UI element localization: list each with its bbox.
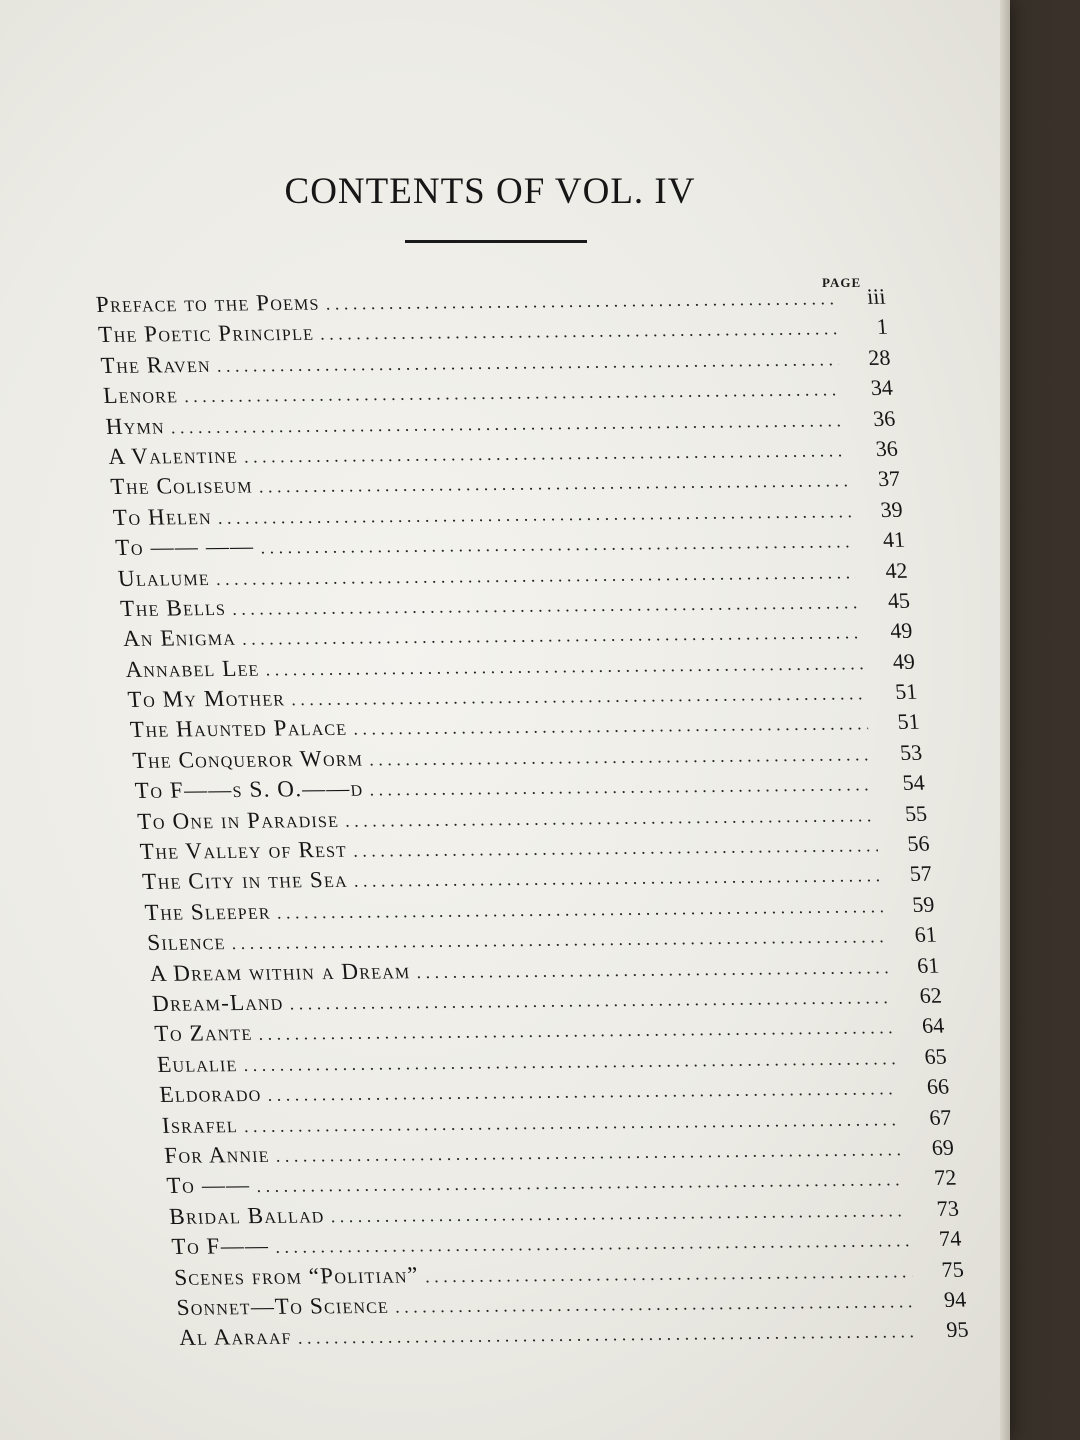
toc-entry-title: The Poetic Principle xyxy=(97,320,315,348)
dot-leader xyxy=(424,1261,913,1287)
toc-entry-page-number: 37 xyxy=(877,466,902,492)
dot-leader xyxy=(353,866,881,893)
dot-leader xyxy=(243,440,847,467)
toc-entry-title: The Bells xyxy=(119,594,227,621)
toc-entry-page-number: 66 xyxy=(925,1073,950,1100)
dot-leader xyxy=(289,987,891,1014)
toc-entry-title: The Valley of Rest xyxy=(138,836,348,864)
dot-leader xyxy=(368,774,873,800)
toc-entry-title: Preface to the Poems xyxy=(95,289,321,317)
dot-leader xyxy=(344,805,876,832)
toc-entry-page-number: 49 xyxy=(891,648,916,674)
toc-entry-title: Bridal Ballad xyxy=(168,1202,326,1229)
toc-entry-title: To Helen xyxy=(112,503,213,530)
toc-entry-page-number: 73 xyxy=(935,1195,960,1221)
toc-entry-page-number: 74 xyxy=(938,1225,963,1252)
toc-entry-page-number: 56 xyxy=(906,830,931,856)
toc-entry-title: For Annie xyxy=(163,1141,271,1168)
dot-leader xyxy=(243,1048,896,1076)
toc-entry-title: Ulalume xyxy=(116,564,211,591)
toc-entry-page-number: 54 xyxy=(901,769,926,796)
toc-entry-title: To Zante xyxy=(153,1020,254,1047)
dot-leader xyxy=(297,1321,918,1348)
toc-entry-page-number: 57 xyxy=(908,861,933,887)
toc-entry-page-number: 61 xyxy=(916,952,941,978)
toc-entry-page-number: 55 xyxy=(903,800,928,826)
toc-entry-page-number: 64 xyxy=(921,1013,946,1039)
toc-entry-title: The City in the Sea xyxy=(141,867,349,895)
toc-entry-title: The Coliseum xyxy=(109,472,254,500)
dot-leader xyxy=(352,714,868,740)
dot-leader xyxy=(258,471,849,498)
dot-leader xyxy=(231,926,886,954)
dot-leader xyxy=(267,1078,898,1106)
toc-entry-title: To F——s S. O.——d xyxy=(134,775,365,804)
dot-leader xyxy=(241,623,861,650)
toc-entry-title: The Sleeper xyxy=(143,898,272,925)
toc-entry-page-number: 51 xyxy=(896,709,921,735)
toc-entry-page-number: 36 xyxy=(872,405,897,431)
toc-entry-title: Eldorado xyxy=(158,1081,263,1108)
toc-entry-title: To One in Paradise xyxy=(136,806,340,834)
toc-entry-page-number: 45 xyxy=(886,587,911,613)
toc-entry-page-number: 67 xyxy=(928,1104,953,1130)
toc-entry-page-number: 69 xyxy=(930,1134,955,1160)
page-edge xyxy=(1000,0,1010,1440)
toc-entry-title: Dream-Land xyxy=(151,989,285,1016)
toc-entry-title: A Valentine xyxy=(107,442,239,469)
dot-leader xyxy=(216,349,840,377)
toc-entry-page-number: 62 xyxy=(918,982,943,1008)
toc-entry-page-number: 61 xyxy=(913,921,938,948)
toc-entry-page-number: 72 xyxy=(933,1165,958,1191)
toc-entry-page-number: 36 xyxy=(874,435,899,461)
dot-leader xyxy=(276,896,883,923)
toc-entry-title: Eulalie xyxy=(156,1050,239,1077)
toc-entry-title: Hymn xyxy=(104,412,166,439)
title-rule xyxy=(405,240,587,243)
toc-entry-title: To —— xyxy=(165,1172,252,1199)
dot-leader xyxy=(352,835,878,861)
toc-entry-title: The Conqueror Worm xyxy=(131,745,364,773)
toc-entry-title: Al Aaraaf xyxy=(178,1324,293,1351)
toc-entry-title: Sonnet—To Science xyxy=(175,1292,390,1320)
toc-entry-page-number: 95 xyxy=(945,1316,970,1343)
dot-leader xyxy=(258,1018,894,1046)
toc-entry-title: To F—— xyxy=(170,1233,271,1260)
toc-entry-title: Annabel Lee xyxy=(124,655,261,682)
dot-leader xyxy=(217,501,852,529)
table-of-contents xyxy=(95,284,970,1356)
dot-leader xyxy=(170,410,844,438)
dot-leader xyxy=(183,379,842,407)
dot-leader xyxy=(275,1139,903,1167)
dot-leader xyxy=(330,1200,908,1227)
toc-entry-title: A Dream within a Dream xyxy=(148,957,412,986)
dot-leader xyxy=(274,1230,910,1258)
toc-entry-page-number: 51 xyxy=(894,678,919,705)
toc-entry-page-number: 1 xyxy=(875,314,889,340)
toc-entry-title: An Enigma xyxy=(121,625,237,652)
toc-entry-page-number: iii xyxy=(866,283,887,309)
dot-leader xyxy=(255,1170,905,1198)
toc-entry-page-number: 41 xyxy=(881,526,906,553)
dot-leader xyxy=(215,562,857,590)
dot-leader xyxy=(368,744,871,770)
toc-entry-page-number: 49 xyxy=(889,618,914,644)
dot-leader xyxy=(231,592,859,620)
toc-entry-title: The Raven xyxy=(99,351,212,378)
toc-entry-title: Silence xyxy=(146,929,227,956)
toc-entry-title: To —— —— xyxy=(114,533,256,561)
dot-leader xyxy=(290,683,866,710)
dot-leader xyxy=(325,288,835,314)
toc-entry-page-number: 34 xyxy=(869,374,894,401)
toc-entry-title: To My Mother xyxy=(126,685,286,713)
dot-leader xyxy=(265,653,864,680)
toc-entry-title: Lenore xyxy=(102,382,179,409)
toc-entry-page-number: 75 xyxy=(940,1256,965,1282)
toc-entry-page-number: 65 xyxy=(923,1043,948,1069)
toc-entry-title: The Haunted Palace xyxy=(129,715,349,743)
toc-entry-page-number: 42 xyxy=(884,557,909,583)
toc-entry-title: Israfel xyxy=(160,1111,239,1138)
toc-entry-title: Scenes from “Politian” xyxy=(173,1261,420,1290)
toc-entry-page-number: 39 xyxy=(879,496,904,522)
dot-leader xyxy=(415,957,888,983)
page-title: CONTENTS OF VOL. IV xyxy=(284,171,696,212)
page-column-label: PAGE xyxy=(822,275,862,290)
toc-entry-page-number: 53 xyxy=(899,739,924,765)
toc-entry-page-number: 28 xyxy=(867,344,892,370)
toc-entry-page-number: 94 xyxy=(943,1286,968,1312)
dot-leader xyxy=(319,319,837,345)
dot-leader xyxy=(259,531,854,558)
dot-leader xyxy=(243,1109,901,1137)
dot-leader xyxy=(394,1291,915,1317)
toc-entry-page-number: 59 xyxy=(911,891,936,917)
